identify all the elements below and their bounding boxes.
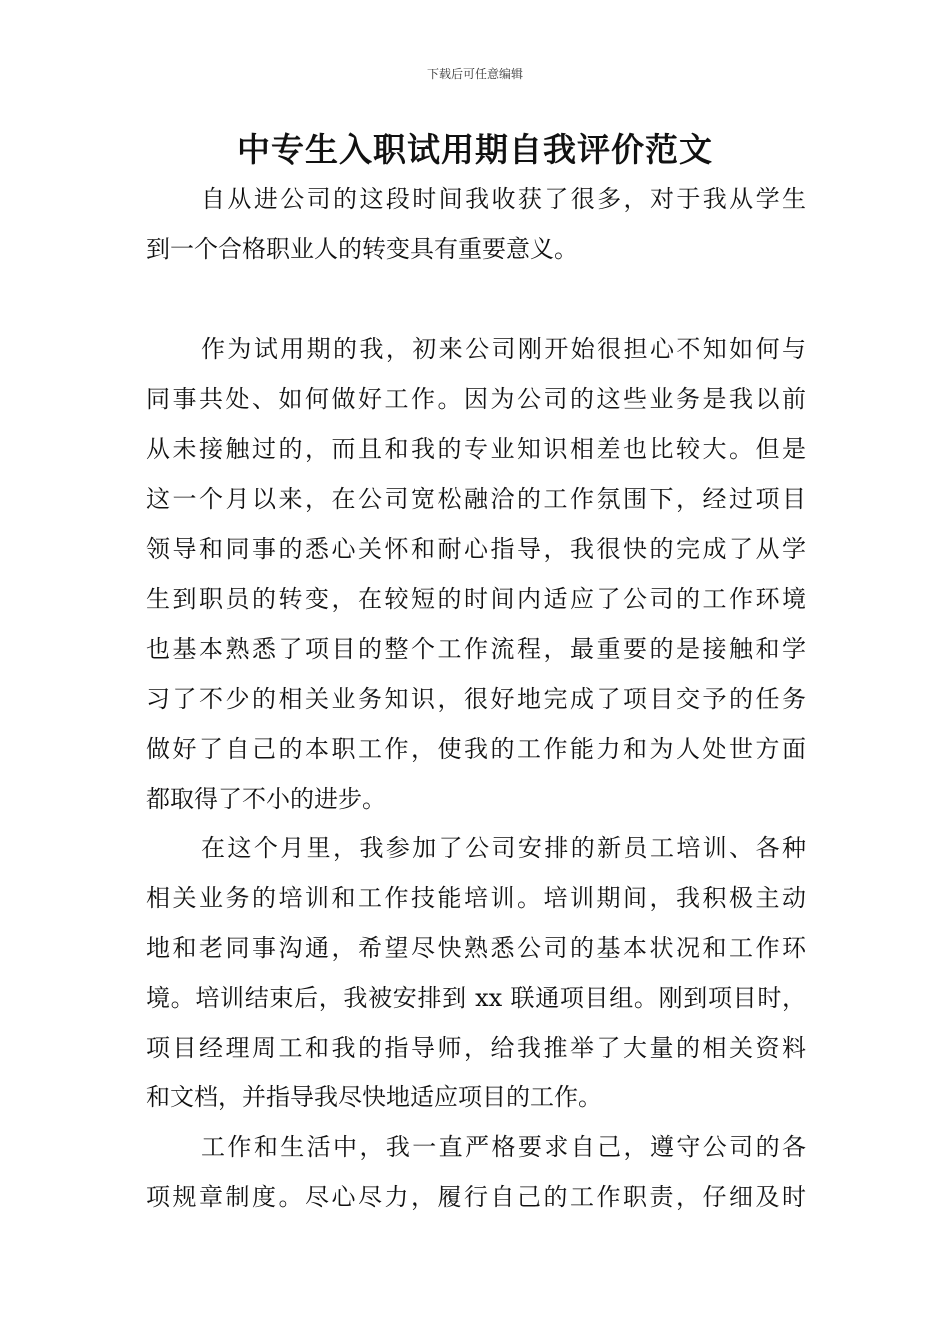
text-line: 领导和同事的悉心关怀和耐心指导，我很快的完成了从学 xyxy=(146,535,806,563)
text-line: 到一个合格职业人的转变具有重要意义。 xyxy=(146,235,578,263)
text-line: 境。培训结束后，我被安排到 xx 联通项目组。刚到项目时， xyxy=(146,984,806,1012)
text-line: 作为试用期的我，初来公司刚开始很担心不知如何与 xyxy=(201,335,806,363)
text-line: 都取得了不小的进步。 xyxy=(146,785,386,813)
text-line: 这一个月以来，在公司宽松融洽的工作氛围下，经过项目 xyxy=(146,485,806,513)
text-line: 地和老同事沟通，希望尽快熟悉公司的基本状况和工作环 xyxy=(146,934,806,962)
text-line: 项规章制度。尽心尽力，履行自己的工作职责，仔细及时 xyxy=(146,1183,806,1211)
text-line: 项目经理周工和我的指导师，给我推举了大量的相关资料 xyxy=(146,1034,806,1062)
text-line: 习了不少的相关业务知识，很好地完成了项目交予的任务 xyxy=(146,685,806,713)
document-title: 中专生入职试用期自我评价范文 xyxy=(237,130,713,169)
text-line: 自从进公司的这段时间我收获了很多，对于我从学生 xyxy=(201,185,806,213)
header-note: 下载后可任意编辑 xyxy=(426,67,523,81)
text-line: 做好了自己的本职工作，使我的工作能力和为人处世方面 xyxy=(146,735,806,763)
text-line: 也基本熟悉了项目的整个工作流程，最重要的是接触和学 xyxy=(146,635,806,663)
text-line: 从未接触过的，而且和我的专业知识相差也比较大。但是 xyxy=(146,435,806,463)
text-line: 和文档，并指导我尽快地适应项目的工作。 xyxy=(146,1083,602,1111)
text-line: 在这个月里，我参加了公司安排的新员工培训、各种 xyxy=(201,834,806,862)
text-line: 生到职员的转变，在较短的时间内适应了公司的工作环境 xyxy=(146,585,806,613)
text-line: 相关业务的培训和工作技能培训。培训期间，我积极主动 xyxy=(146,884,806,912)
text-line: 同事共处、如何做好工作。因为公司的这些业务是我以前 xyxy=(146,385,806,413)
text-line: 工作和生活中，我一直严格要求自己，遵守公司的各 xyxy=(201,1133,806,1161)
